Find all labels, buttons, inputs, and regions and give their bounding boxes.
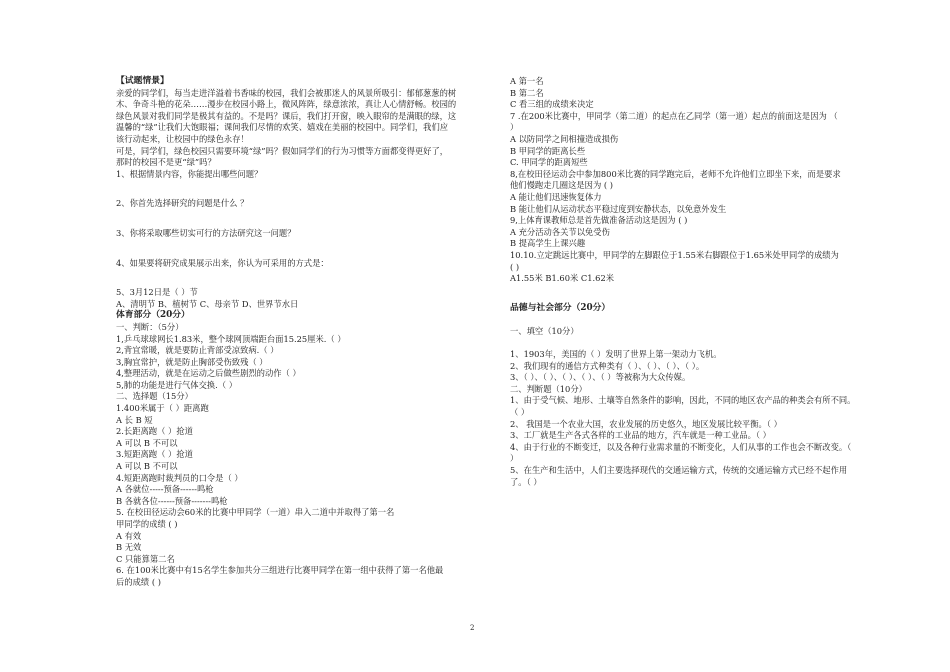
text-line: A 第一名 <box>510 76 544 86</box>
text-line: C 只能算第二名 <box>116 553 175 564</box>
text-line: ） <box>510 453 519 464</box>
text-line: 该行动起来，让校园中的绿色永存！ <box>116 133 249 144</box>
text-line: A 以防同学之间相撞造成损伤 <box>510 133 619 144</box>
text-line: A、清明节 B、植树节 C、母亲节 D、世界节水日 <box>116 298 299 309</box>
text-line: 1、根据情景内容，你能提出哪些问题？ <box>116 168 263 179</box>
text-line: A 充分活动各关节以免受伤 <box>510 226 610 237</box>
section-heading: 体育部分（20分） <box>116 310 190 321</box>
text-line: 5、在生产和生活中，人们主要选择现代的交通运输方式，传统的交通运输方式已经不起作用 <box>510 465 848 475</box>
text-line: 10.10.立定跳远比赛中，甲同学的左脚跟位于1.55米右脚跟位于1.65米处甲同学的成绩为 <box>510 249 839 260</box>
text-line: 木、争奇斗艳的花朵……漫步在校园小路上，微风阵阵，绿意浓浓，真让人心情舒畅。校园的 <box>116 99 457 110</box>
page-number: 2 <box>470 624 475 632</box>
text-line: B 提高学生上课兴趣 <box>510 238 586 249</box>
text-line: 3、工厂就是生产各式各样的工业品的地方，汽车就是一种工业品。（ ） <box>510 430 771 441</box>
text-line: 4、如果要将研究成果展示出来，你认为可采用的方式是： <box>116 257 329 268</box>
text-line: 1,乒乓球球网长1.83米，整个球网顶端距台面15.25厘米.（ ） <box>116 333 346 344</box>
text-line: 5、3月12日是（ ）节 <box>116 287 198 298</box>
spacer <box>510 285 845 303</box>
text-line: 了。（ ） <box>510 476 542 487</box>
text-line: A 可以 B 不可以 <box>116 437 178 448</box>
text-line: 1、1903年，美国的（ ）发明了世界上第一架动力飞机。 <box>510 349 722 360</box>
text-line: 甲同学的成绩 ( ) <box>116 519 178 529</box>
spacer <box>116 240 504 258</box>
text-line: 一、判断：（5分） <box>116 321 184 332</box>
text-line: 后的成绩 ( ) <box>116 576 161 587</box>
text-line: B 无效 <box>116 542 142 553</box>
text-line: （ ） <box>510 407 530 418</box>
text-line: 2.长距离跑（ ）抢道 <box>116 426 193 437</box>
text-line: B 甲同学的距离长些 <box>510 145 586 156</box>
text-line: 2、我们现有的通信方式种类有（ ）、（ ）、（ ）、（ ）。 <box>510 360 705 371</box>
text-line: A 可以 B 不可以 <box>116 461 178 472</box>
text-line: A 各就位-----预备------鸣枪 <box>116 484 214 495</box>
text-line: B 能让他们从运动状态平稳过度到安静状态，以免意外发生 <box>510 203 727 214</box>
spacer <box>510 314 845 326</box>
text-line: 6. 在100米比赛中有15名学生参加共分三组进行比赛甲同学在第一组中获得了第一名他最 <box>116 565 444 576</box>
spacer <box>510 337 845 349</box>
text-line: 那时的校园不是更“绿”吗？ <box>116 157 216 168</box>
spacer <box>116 269 504 287</box>
text-line: 3、你将采取哪些切实可行的方法研究这一问题？ <box>116 227 296 238</box>
text-line: B 第二名 <box>510 87 544 98</box>
text-line: 3,胸宜常护，就是防止胸部受伤致残（ ） <box>116 356 268 367</box>
text-line: A 长 B 短 <box>116 414 153 425</box>
text-line: B 各就各位------预备-------鸣枪 <box>116 495 228 506</box>
spacer <box>116 180 504 198</box>
text-line: 2、 我国是一个农业大国，农业发展的历史悠久，地区发展比较平衡。（ ） <box>510 418 782 429</box>
text-line: 温馨的“绿”让我们大饱眼福；课间我们尽情的欢笑、嬉戏在美丽的校园中。同学们，我们应 <box>116 122 449 133</box>
text-line: 5,肺的功能是进行气体交换.（ ） <box>116 379 238 390</box>
text-line: A1.55米 B1.60米 C1.62米 <box>510 273 615 284</box>
text-line: 7 .在200米比赛中，甲同学（第二道）的起点在乙同学（第一道）起点的前面这是因为 （ <box>510 110 838 121</box>
text-line: C 看三组的成绩来决定 <box>510 99 594 110</box>
section-heading: 【试题情景】 <box>116 76 169 86</box>
text-line: 2,背宜常暖，就是要防止背部受凉致病.（ ） <box>116 345 279 356</box>
section-heading: 品德与社会部分（20分） <box>510 302 611 313</box>
text-line: 3.短距离跑（ ）抢道 <box>116 449 193 460</box>
text-line: 1、由于受气候、地形、土壤等自然条件的影响，因此，不同的地区农产品的种类会有所不同。 <box>510 395 856 406</box>
text-line: ） <box>510 122 519 133</box>
text-line: 9,上体育课教师总是首先做准备活动这是因为 ( ) <box>510 215 688 226</box>
text-line: 5. 在校田径运动会60米的比赛中甲同学（一道）串入二道中并取得了第一名 <box>116 507 395 518</box>
text-line: C. 甲同学的距离短些 <box>510 157 588 168</box>
text-line: 绿色风景对我们同学是极其有益的。不是吗？课后，我们打开窗，映入眼帘的是满眼的绿，这 <box>116 110 457 121</box>
text-line: A 能让他们迅速恢复体力 <box>510 191 602 202</box>
right-column <box>510 76 856 488</box>
text-line: A 有效 <box>116 530 142 541</box>
text-line: ( ) <box>510 261 520 272</box>
text-line: 1.400米属于（ ）距离跑 <box>116 403 209 414</box>
left-column <box>116 76 504 589</box>
text-line: 二、判断题（10分） <box>510 383 587 394</box>
text-line: 4、由于行业的不断变迁，以及各种行业需求量的不断变化，人们从事的工作也会不断改变。（ <box>510 441 852 452</box>
text-line: 2、你首先选择研究的问题是什么 ？ <box>116 198 249 209</box>
text-line: 可是，同学们，绿色校园只需要环境“绿”吗？假如同学们的行为习惯等方面都变得更好了， <box>116 145 449 156</box>
text-line: 3、（ ）、（ ）、（ ）、（ ）、（ ）等被称为大众传媒。 <box>510 372 691 383</box>
text-line: 4.短距离跑时裁判员的口令是（ ） <box>116 472 243 483</box>
text-line: 一、填空（10分） <box>510 325 579 336</box>
text-line: 他们慢跑走几圈这是因为 ( ) <box>510 180 614 191</box>
text-line: 8,在校田径运动会中参加800米比赛的同学跑完后，老师不允许他们立即坐下来，而是要求 <box>510 168 841 179</box>
text-line: 二、选择题（15分） <box>116 391 193 402</box>
text-line: 4,整理活动，就是在运动之后做些剧烈的动作（ ） <box>116 368 301 379</box>
spacer <box>116 210 504 228</box>
text-line: 亲爱的同学们，每当走进洋溢着书香味的校园，我们会被那迷人的风景所吸引：郁郁葱葱的树 <box>116 87 457 98</box>
